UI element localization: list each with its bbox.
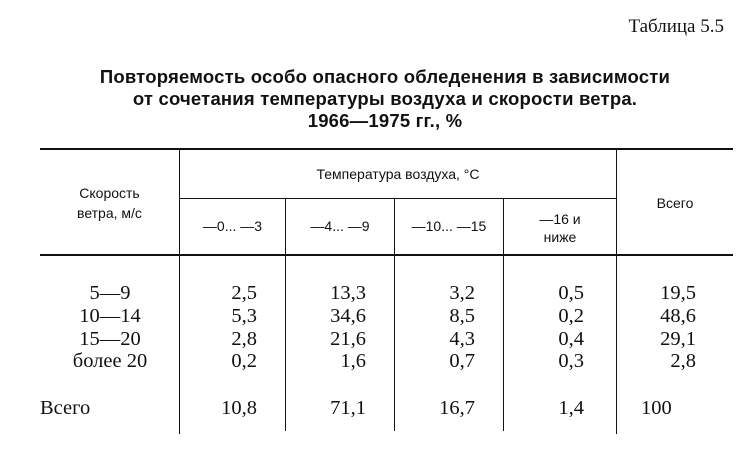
table-cell: 5,3 — [231, 305, 257, 327]
table-cell: 0,7 — [449, 350, 475, 372]
caption-line: от сочетания температуры воздуха и скорости ветра. — [132, 88, 638, 109]
header-wind-speed-line: Скорость — [79, 185, 140, 201]
header-temp-range-3: —10... —15 — [411, 218, 487, 234]
table-cell: 0,2 — [558, 305, 584, 327]
table-cell: 0,3 — [558, 350, 584, 372]
table-cell: 34,6 — [330, 305, 366, 327]
table-cell: 2,5 — [231, 282, 257, 304]
total-row-label: Всего — [40, 397, 91, 419]
table-cell: 1,6 — [340, 350, 366, 372]
header-temp-range-4-line: ниже — [543, 229, 577, 245]
header-temp-range-2: —4... —9 — [310, 218, 370, 234]
table-number: Таблица 5.5 — [628, 16, 724, 37]
row-label: более 20 — [72, 350, 148, 372]
header-wind-speed — [40, 183, 179, 223]
table-caption — [40, 66, 730, 132]
header-bottom-rule — [40, 254, 733, 256]
row-label: 10—14 — [79, 305, 141, 327]
table-cell: 0,4 — [558, 328, 584, 350]
header-total: Всего — [656, 195, 694, 211]
table-cell: 100 — [641, 397, 672, 419]
table-cell: 19,5 — [660, 282, 696, 304]
header-temperature: Температура воздуха, °С — [316, 166, 480, 182]
caption-line: 1966—1975 гг., % — [307, 110, 463, 131]
header-temp-range-1: —0... —3 — [202, 218, 263, 234]
table-cell: 29,1 — [660, 328, 696, 350]
caption-line: Повторяемость особо опасного обледенения в зависимости — [99, 66, 671, 87]
table-cell: 4,3 — [449, 328, 475, 350]
table-cell: 16,7 — [439, 397, 475, 419]
table-cell: 13,3 — [330, 282, 366, 304]
table-cell: 8,5 — [449, 305, 475, 327]
top-rule — [40, 148, 733, 150]
column-divider — [616, 150, 617, 434]
table-cell: 0,5 — [558, 282, 584, 304]
column-divider — [179, 150, 180, 434]
header-temp-range-4-line: —16 и — [539, 211, 581, 227]
row-label: 5—9 — [89, 282, 131, 304]
table-cell: 1,4 — [558, 397, 584, 419]
table-cell: 21,6 — [330, 328, 366, 350]
table-cell: 0,2 — [231, 350, 257, 372]
table-cell: 71,1 — [330, 397, 366, 419]
table-cell: 10,8 — [221, 397, 257, 419]
header-wind-speed-line: ветра, м/с — [77, 205, 142, 221]
table-cell: 2,8 — [231, 328, 257, 350]
row-label: 15—20 — [79, 328, 141, 350]
table-cell: 48,6 — [660, 305, 696, 327]
header-temp-range-4 — [504, 210, 616, 246]
table-cell: 2,8 — [670, 350, 696, 372]
temperature-subheader-rule — [180, 198, 616, 199]
table-cell: 3,2 — [449, 282, 475, 304]
